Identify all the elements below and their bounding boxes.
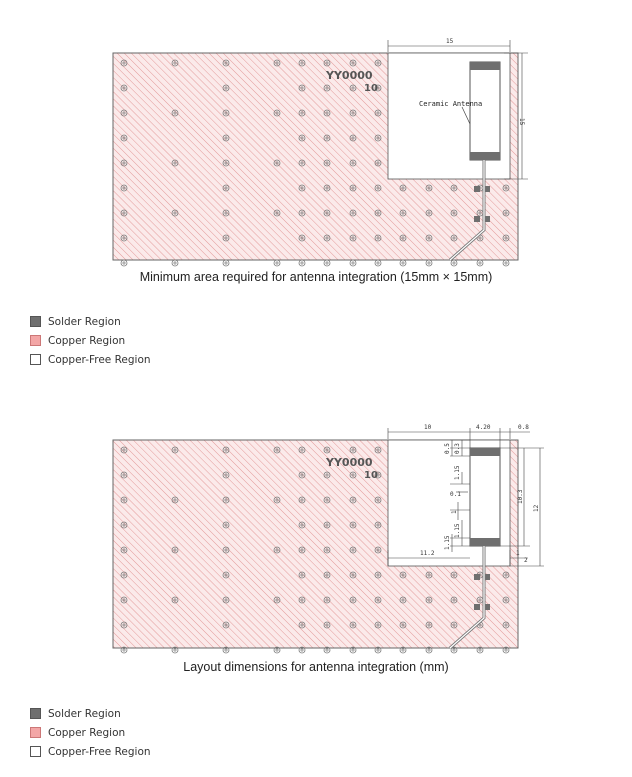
via-icon — [375, 260, 381, 266]
via-hole — [479, 649, 481, 651]
figure-layout-dimensions — [0, 392, 632, 692]
dim-pad-height-2: 1.15 — [454, 523, 461, 538]
dim-mid: 1 — [451, 510, 458, 514]
legend-item-copper-free — [30, 350, 151, 369]
via-hole — [428, 262, 430, 264]
via-hole — [505, 262, 507, 264]
via-icon — [400, 260, 406, 266]
antenna-solder-pad-top — [470, 62, 500, 70]
via-hole — [174, 262, 176, 264]
dim-offset: 0.1 — [450, 491, 461, 498]
solder-swatch — [30, 316, 41, 327]
via-icon — [223, 260, 229, 266]
ceramic-antenna — [470, 62, 500, 160]
via-icon — [426, 260, 432, 266]
legend — [30, 312, 151, 369]
via-hole — [326, 649, 328, 651]
antenna-label: Ceramic Antenna — [419, 100, 483, 108]
via-hole — [402, 262, 404, 264]
via-icon — [274, 260, 280, 266]
dim-top-b: 0.3 — [454, 443, 461, 454]
copper-free-swatch — [30, 746, 41, 757]
dim-bottom-width: 11.2 — [420, 550, 435, 557]
via-icon — [299, 260, 305, 266]
via-hole — [352, 649, 354, 651]
via-hole — [377, 649, 379, 651]
via-icon — [477, 260, 483, 266]
via-hole — [301, 649, 303, 651]
brand-number: 10 — [364, 83, 378, 94]
ceramic-antenna — [470, 448, 500, 546]
via-hole — [123, 262, 125, 264]
dim-pad-height: 1.15 — [454, 465, 461, 480]
legend-label: Copper Region — [48, 726, 126, 739]
pcb-diagram-2 — [0, 392, 632, 660]
legend — [30, 704, 151, 761]
brand-text: YY0000 — [326, 456, 373, 469]
dim-antenna-width: 4.20 — [476, 424, 491, 431]
copper-free-swatch — [30, 354, 41, 365]
via-hole — [301, 262, 303, 264]
via-icon — [451, 260, 457, 266]
brand-text: YY0000 — [326, 69, 373, 82]
dim-pad-bottom: 1.15 — [444, 535, 451, 550]
via-hole — [123, 649, 125, 651]
via-hole — [402, 649, 404, 651]
dim-antenna-body: 10.3 — [517, 489, 524, 504]
feed-pad — [474, 216, 480, 222]
via-icon — [324, 260, 330, 266]
antenna-solder-pad-bottom — [470, 538, 500, 546]
figure-caption: Minimum area required for antenna integration (15mm × 15mm) — [139, 270, 493, 284]
via-hole — [225, 262, 227, 264]
via-icon — [172, 260, 178, 266]
via-hole — [453, 649, 455, 651]
legend-label: Solder Region — [48, 315, 121, 328]
via-hole — [276, 649, 278, 651]
dim-bottom-right-2: 2 — [524, 557, 528, 564]
via-icon — [503, 260, 509, 266]
pcb-diagram-1 — [0, 0, 632, 270]
via-hole — [377, 262, 379, 264]
via-hole — [505, 649, 507, 651]
dim-height: 15 — [518, 118, 525, 126]
dim-width: 15 — [446, 38, 454, 45]
legend-label: Copper-Free Region — [48, 353, 151, 366]
dim-top-a: 0.5 — [444, 443, 451, 454]
legend-item-copper-free — [30, 742, 151, 761]
via-hole — [276, 262, 278, 264]
dim-bottom-right-1: 1 — [516, 550, 520, 557]
via-hole — [174, 649, 176, 651]
legend-item-solder — [30, 704, 151, 723]
legend-label: Solder Region — [48, 707, 121, 720]
via-hole — [453, 262, 455, 264]
legend-item-copper — [30, 331, 151, 350]
antenna-solder-pad-bottom — [470, 152, 500, 160]
dim-left-gap: 10 — [424, 424, 432, 431]
brand-number: 10 — [364, 470, 378, 481]
feed-pad — [474, 604, 480, 610]
via-hole — [326, 262, 328, 264]
legend-item-solder — [30, 312, 151, 331]
copper-swatch — [30, 727, 41, 738]
legend-label: Copper Region — [48, 334, 126, 347]
dim-right-gap: 0.8 — [518, 424, 529, 431]
copper-swatch — [30, 335, 41, 346]
via-hole — [428, 649, 430, 651]
figure-minimum-area — [0, 0, 632, 300]
via-hole — [479, 262, 481, 264]
legend-label: Copper-Free Region — [48, 745, 151, 758]
feed-pad — [474, 186, 480, 192]
solder-swatch — [30, 708, 41, 719]
figure-caption: Layout dimensions for antenna integration (mm) — [183, 660, 449, 674]
via-hole — [225, 649, 227, 651]
antenna-solder-pad-top — [470, 448, 500, 456]
via-hole — [352, 262, 354, 264]
feed-pad — [474, 574, 480, 580]
legend-item-copper — [30, 723, 151, 742]
via-icon — [121, 260, 127, 266]
via-icon — [350, 260, 356, 266]
dim-total-height: 12 — [533, 504, 540, 512]
